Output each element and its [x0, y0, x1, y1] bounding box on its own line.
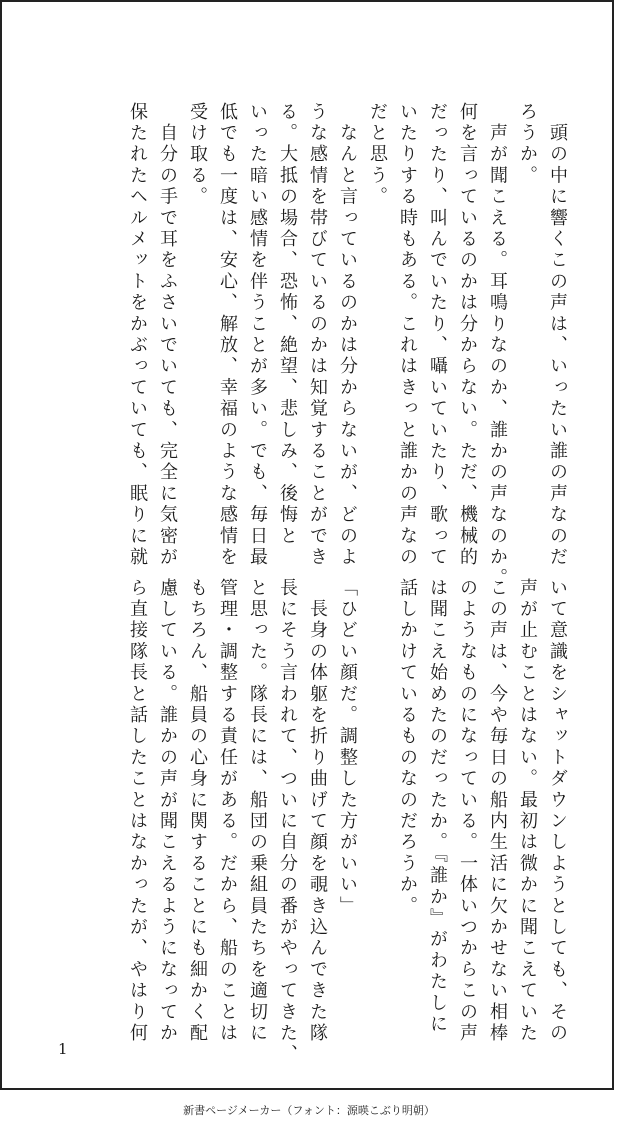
paragraph: 声が聞こえる。耳鳴りなのか、誰かの声なのか。 何を言っているのかは分からない。ただ、機械的 だったり、叫んでいたり、囁いていたり、歌って いたりする時もある。これはきっと誰かの声なの だと思う。: [367, 102, 508, 590]
paragraph: 長身の体躯を折り曲げて顔を覗き込んできた隊 長にそう言われて、ついに自分の番がやってきた、 と思った。隊長には、船団の乗組員たちを適切に 管理・調整する責任がある。だから、船のことは もちろん、船員の心身に関することにも細かく配 慮している。誰かの声が聞こえるようになってか ら直接隊長と話したことはなかったが、やはり何: [127, 578, 328, 1066]
blank-line: [362, 578, 392, 1018]
paragraph: なんと言っているのかは分からないが、どのよ うな感情を帯びているのかは知覚することができ る。大抵の場合、恐怖、絶望、悲しみ、後悔と いった暗い感情を伴うことが多い。でも、毎日最 低でも一度は、安心、解放、幸福のような感情を 受け取る。: [187, 102, 358, 569]
upper-text-block: [42, 102, 572, 590]
paragraph: 自分の手で耳をふさいでいても、完全に気密が 保たれたヘルメットをかぶっていても、眠りに就: [127, 102, 178, 569]
dialogue-line: 「ひどい顔だ。調整した方がいい」: [337, 578, 358, 918]
footer-caption: 新書ページメーカー（フォント：源暎こぶり明朝）: [183, 1104, 435, 1117]
lower-text-block: [42, 578, 572, 1066]
paragraph: 頭の中に響くこの声は、いったい誰の声なのだ ろうか。: [517, 102, 568, 569]
page-number: 1: [58, 1040, 68, 1058]
paragraph: いて意識をシャットダウンしようとしても、その 声が止むことはない。最初は微かに聞こえていた この声は、今や毎日の船内生活に欠かせない相棒 のようなものになっている。一体いつからこの声 は聞こえ始めたのだったか。『誰か』がわたしに 話しかけているものなのだろうか。: [397, 578, 568, 1045]
